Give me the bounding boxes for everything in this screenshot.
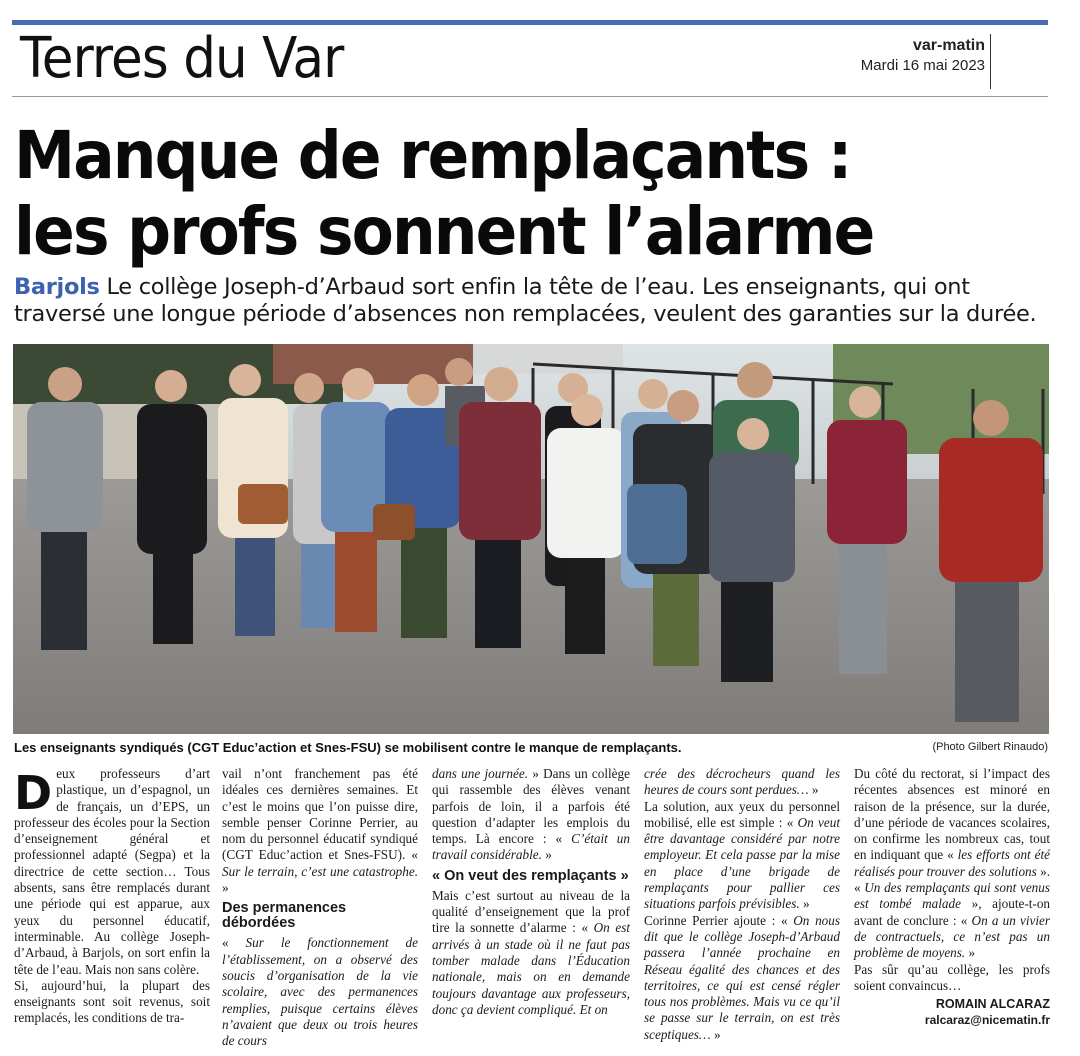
- article-column-1: [14, 766, 210, 1027]
- paragraph: dans une journée. » Dans un collège qui rassemble des élèves venant parfois de loin, il a parfois été question d’adapter les emplois du temps. Là encore : « C’était un travail considérable. »: [432, 766, 630, 863]
- article-column-2: [222, 766, 418, 1049]
- author-email: ralcaraz@nicematin.fr: [924, 1013, 1050, 1028]
- photo-caption: Les enseignants syndiqués (CGT Educ’action et Snes-FSU) se mobilisent contre le manque de remplaçants.: [14, 740, 682, 755]
- article-photo: [13, 344, 1049, 734]
- masthead: [861, 36, 985, 76]
- paragraph: Corinne Perrier ajoute : « On nous dit que le collège Joseph-d’Arbaud passera l’année prochaine en Réseau égalité des chances et des territoires, ce qui est censé régler tous nos problèmes. Mais vu ce qu’il se passe sur le terrain, on est très sceptiques… »: [644, 912, 840, 1042]
- publication-date: Mardi 16 mai 2023: [860, 57, 985, 74]
- photo-credit: (Photo Gilbert Rinaudo): [932, 741, 1048, 753]
- paragraph: Du côté du rectorat, si l’impact des récentes absences est minoré en raison de la présence, sur la durée, d’une période de vacances scolaires, on confirme les nombreux cas, tout en indiquant que « les efforts ont été réalisés pour trouver des solutions ». « Un des remplaçants qui sont venus est tombé malade », ajoute-t-on avant de conclure : « On a un vivier de contractuels, ce n’est pas un problème de moyens. »: [854, 766, 1051, 961]
- author-name: ROMAIN ALCARAZ: [935, 997, 1050, 1012]
- lede-location: Barjols: [14, 274, 100, 300]
- headline: [14, 118, 981, 270]
- paragraph: La solution, aux yeux du personnel mobilisé, elle est simple : « On veut être davantage considéré par notre employeur. Et cela passe par la mise en place d’une brigade de remplaçants pour pallier ces situations parfois prévisibles. »: [644, 798, 840, 912]
- paragraph: Deux professeurs d’art plastique, un d’espagnol, un de français, un d’EPS, un professeur des écoles pour la Section d’enseignement général et professionnel adapté (Segpa) et la directrice de cette section… Tous absents, sans être remplacés durant une période qui est apparue, aux yeux du personnel éducatif, interminable. Au collège Joseph-d’Arbaud, à Barjols, on sort enfin la tête de l’eau. Mais non sans colère.: [14, 766, 210, 977]
- lede: [14, 274, 1054, 328]
- paragraph: crée des décrocheurs quand les heures de cours sont perdues… »: [644, 766, 840, 798]
- paragraph: vail n’ont franchement pas été idéales ces dernières semaines. Et c’est le moins que l’on puisse dire, semble penser Corinne Perrier, au nom du personnel éducatif syndiqué (CGT Educ’action et Snes-FSU). « Sur le terrain, c’est une catastrophe. »: [222, 766, 418, 896]
- newspaper-name: var-matin: [912, 37, 985, 54]
- paragraph: Si, aujourd’hui, la plupart des enseignants sont soit revenus, soit remplacés, les conditions de tra-: [14, 977, 210, 1026]
- paragraph: « Sur le fonctionnement de l’établissement, on a observé des soucis d’organisation de la vie scolaire, avec des permanences remplies, puisque certains élèves n’avaient que deux ou trois heures de cours: [222, 935, 418, 1049]
- drop-cap: D: [14, 766, 53, 820]
- article-column-5: [854, 766, 1050, 1029]
- headline-line-1: Manque de remplaçants :: [14, 117, 851, 194]
- subheading-permanences: Des permanences débordées: [222, 900, 347, 932]
- section-title: Terres du Var: [20, 26, 344, 91]
- header-rule: [12, 96, 1048, 97]
- subheading-on-veut-des-remplacants: « On veut des remplaçants »: [432, 867, 629, 884]
- paragraph: Mais c’est surtout au niveau de la qualité d’enseignement que la prof tire la sonnette d’alarme : « On est arrivés à un stade où il ne faut pas tomber malade dans l’Éducation nationale, mais on en demande toujours davantage aux professeurs, donc ça devient compliqué. Et on: [432, 887, 630, 1017]
- masthead-divider: [990, 34, 991, 89]
- headline-line-2: les profs sonnent l’alarme: [14, 193, 874, 270]
- lede-text: Le collège Joseph-d’Arbaud sort enfin la tête de l’eau. Les enseignants, qui ont traversé une longue période d’absences non remplacées, veulent des garanties sur la durée.: [14, 274, 1037, 327]
- article-column-4: [644, 766, 840, 1043]
- article-column-3: [432, 766, 630, 1018]
- teachers-group-photo: [13, 344, 1049, 734]
- top-accent-bar: [12, 20, 1048, 25]
- paragraph: Pas sûr qu’au collège, les profs soient convaincus…: [854, 961, 1050, 993]
